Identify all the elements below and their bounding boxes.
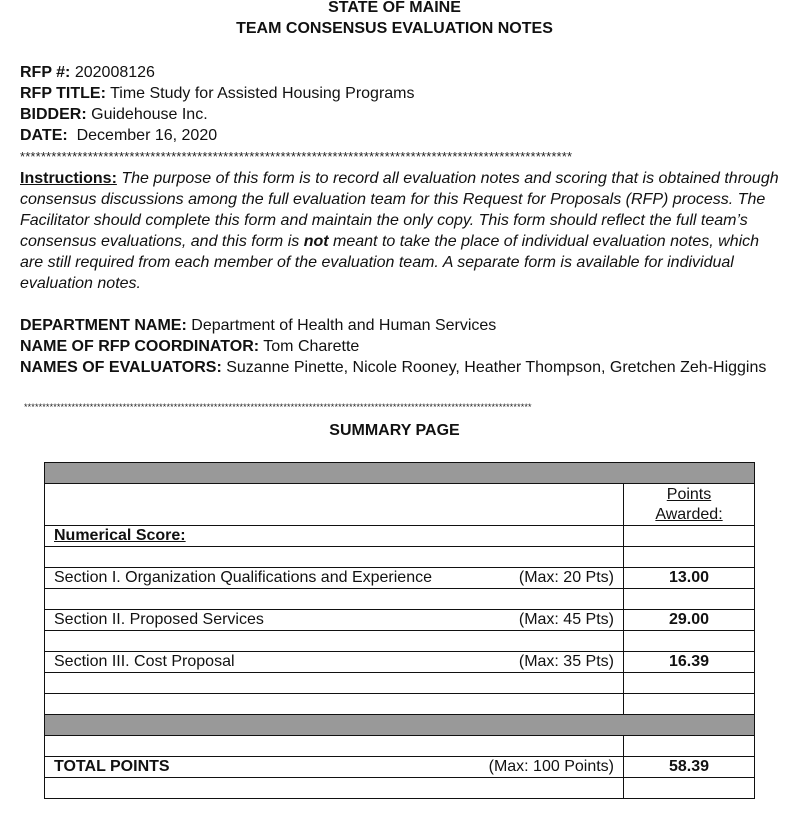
separator-top: ********************************************************************************************************** <box>20 151 573 163</box>
instructions-text-1: The purpose of this form is to record all evaluation notes and scoring that is obtained through consensus discussions among the full evaluation team for this Request for Proposals (RFP) process. The Facilitator should complete this form and maintain the only copy. This form should reflect the full team’s consensus evaluations, and this form is <box>20 170 779 250</box>
section-3-cell <box>45 652 624 673</box>
section-3-label: Section III. Cost Proposal <box>54 653 235 670</box>
table-row <box>45 610 755 631</box>
section-2-label: Section II. Proposed Services <box>54 611 264 628</box>
separator-bottom: ******************************************************************************************************************************************* <box>24 402 532 412</box>
rfp-title-label: RFP TITLE: <box>20 85 106 102</box>
shaded-cell <box>45 463 755 484</box>
date-value: December 16, 2020 <box>76 127 218 144</box>
bidder-name: Guidehouse Inc. <box>91 106 208 123</box>
blank-cell <box>624 673 755 694</box>
state-title: STATE OF MAINE <box>328 0 461 16</box>
blank-cell <box>624 526 755 547</box>
bidder-line <box>20 104 208 125</box>
department-name: Department of Health and Human Services <box>191 317 497 334</box>
spacer-row <box>45 547 755 568</box>
spacer-row <box>45 631 755 652</box>
section-1-max: (Max: 20 Pts) <box>518 569 614 586</box>
section-2-cell <box>45 610 624 631</box>
instructions-not: not <box>303 233 329 250</box>
blank-cell <box>624 589 755 610</box>
rfp-number-line <box>20 62 155 83</box>
spacer-row <box>45 589 755 610</box>
total-points: 58.39 <box>624 757 755 778</box>
section-1-points: 13.00 <box>624 568 755 589</box>
blank-cell <box>624 547 755 568</box>
section-2-max: (Max: 45 Pts) <box>518 611 614 628</box>
evaluators-line <box>20 357 780 378</box>
rfp-number: 202008126 <box>74 64 155 81</box>
instructions-block <box>20 168 780 294</box>
numerical-score-label: Numerical Score: <box>45 526 624 547</box>
blank-cell <box>624 694 755 715</box>
total-max: (Max: 100 Points) <box>488 758 614 775</box>
shaded-header-row <box>45 463 755 484</box>
evaluators-names: Suzanne Pinette, Nicole Rooney, Heather Thompson, Gretchen Zeh-Higgins <box>226 359 767 376</box>
spacer-row <box>45 778 755 799</box>
blank-cell <box>624 736 755 757</box>
blank-cell <box>624 778 755 799</box>
section-3-max: (Max: 35 Pts) <box>518 653 614 670</box>
date-label: DATE: <box>20 127 68 144</box>
total-row <box>45 757 755 778</box>
instructions-text-2: meant to take the place of individual evaluation notes, which are still required from each member of the evaluation team. A separate form is available for individual evaluation notes. <box>20 233 760 292</box>
shaded-divider-row <box>45 715 755 736</box>
table-row <box>45 568 755 589</box>
table-row <box>45 652 755 673</box>
rfp-title-line <box>20 83 415 104</box>
blank-cell <box>624 631 755 652</box>
blank-cell <box>45 778 624 799</box>
section-1-label: Section I. Organization Qualifications and Experience <box>54 569 432 586</box>
instructions-bold-word <box>304 233 329 250</box>
date-line <box>20 125 217 146</box>
department-line <box>20 315 496 336</box>
bidder-label: BIDDER: <box>20 106 87 123</box>
summary-table <box>44 462 755 799</box>
coordinator-name: Tom Charette <box>263 338 360 355</box>
points-header-row <box>45 484 755 526</box>
points-header-line2: Awarded: <box>655 505 723 523</box>
section-1-cell <box>45 568 624 589</box>
section-3-points: 16.39 <box>624 652 755 673</box>
spacer-row <box>45 694 755 715</box>
points-header-line1: Points <box>666 485 712 503</box>
instructions-label: Instructions: <box>20 170 117 187</box>
blank-cell <box>45 547 624 568</box>
evaluators-label: NAMES OF EVALUATORS: <box>20 359 222 376</box>
blank-cell <box>45 589 624 610</box>
blank-cell <box>45 484 624 526</box>
shaded-cell <box>45 715 755 736</box>
total-cell <box>45 757 624 778</box>
blank-cell <box>45 736 624 757</box>
blank-cell <box>45 673 624 694</box>
points-awarded-header <box>624 484 755 526</box>
spacer-row <box>45 673 755 694</box>
summary-title: SUMMARY PAGE <box>329 422 460 439</box>
rfp-number-label: RFP #: <box>20 64 71 81</box>
spacer-row <box>45 736 755 757</box>
section-2-points: 29.00 <box>624 610 755 631</box>
numerical-score-row <box>45 526 755 547</box>
coordinator-label: NAME OF RFP COORDINATOR: <box>20 338 260 355</box>
coordinator-line <box>20 336 359 357</box>
blank-cell <box>45 631 624 652</box>
total-label: TOTAL POINTS <box>54 758 170 775</box>
form-title: TEAM CONSENSUS EVALUATION NOTES <box>236 20 553 37</box>
blank-cell <box>45 694 624 715</box>
rfp-title: Time Study for Assisted Housing Programs <box>110 85 415 102</box>
department-label: DEPARTMENT NAME: <box>20 317 187 334</box>
